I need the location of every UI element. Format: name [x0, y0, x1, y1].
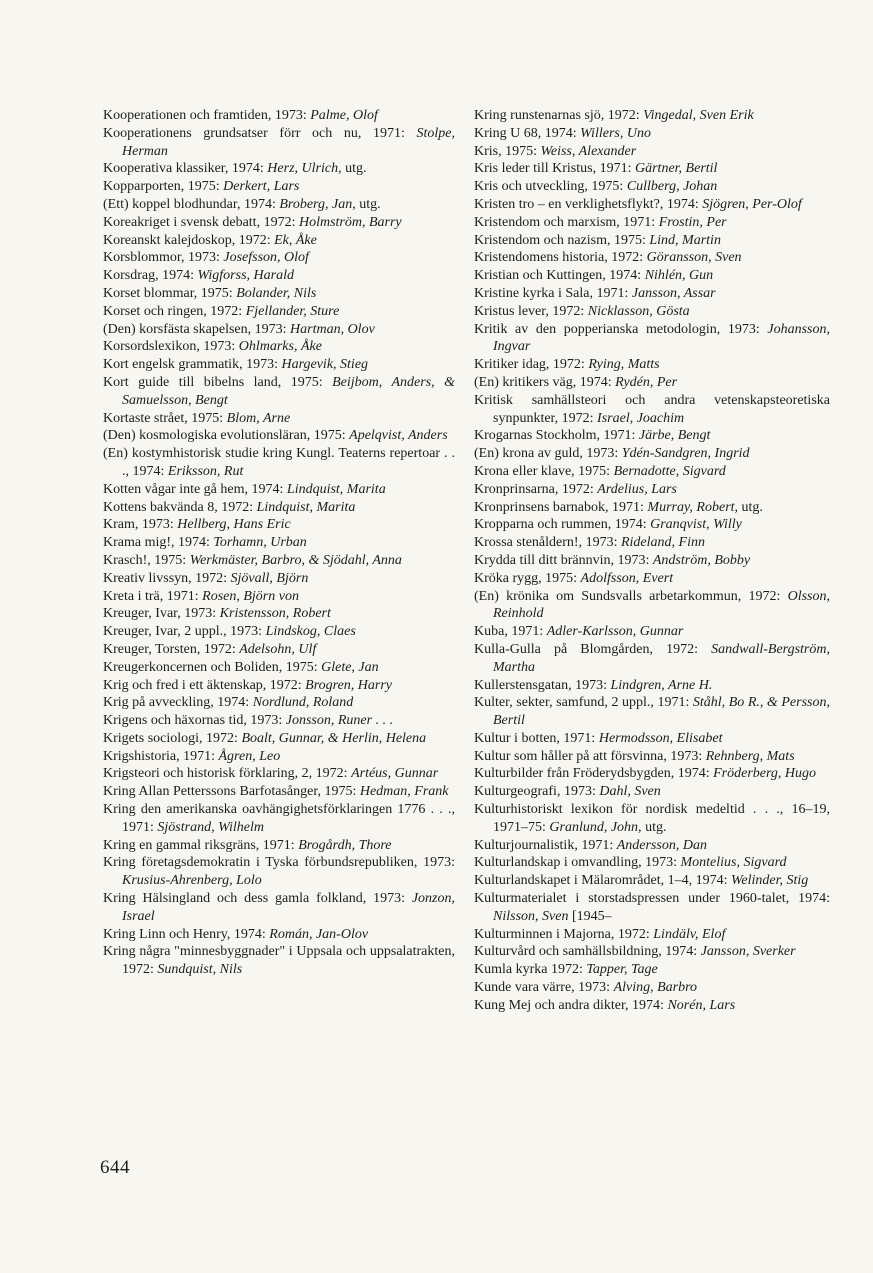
- entry-author: Fröderberg, Hugo: [713, 766, 817, 782]
- entry-suffix: utg.: [641, 819, 667, 835]
- index-entry: [474, 445, 830, 463]
- index-entry: [474, 837, 830, 855]
- index-entry: [103, 677, 455, 695]
- index-entry: [474, 979, 830, 997]
- entry-author: Adelsohn, Ulf: [239, 641, 317, 657]
- entry-author: Jansson, Assar: [631, 285, 716, 301]
- entry-author: Lindgren, Arne H.: [610, 677, 713, 693]
- entry-author: Beijbom, Anders, & Samuelsson, Bengt: [122, 374, 455, 408]
- entry-author: Frostin, Per: [658, 214, 727, 230]
- entry-title: (En) kritikers väg, 1974:: [474, 374, 616, 390]
- index-entry: [474, 499, 830, 517]
- entry-author: Hellberg, Hans Eric: [177, 517, 291, 533]
- index-entry: [474, 232, 830, 250]
- entry-title: Kotten vågar inte gå hem, 1974:: [103, 481, 287, 497]
- entry-title: Kulturhistoriskt lexikon för nordisk medeltid . . ., 16–19, 1971–75:: [474, 802, 830, 835]
- index-entry: [103, 338, 455, 356]
- entry-title: Kreuger, Ivar, 1973:: [103, 606, 220, 622]
- left-column: [103, 107, 455, 979]
- index-entry: [103, 214, 455, 232]
- index-entry: [474, 178, 830, 196]
- index-entry: [103, 748, 455, 766]
- entry-author: Nilsson, Sven: [493, 908, 569, 924]
- index-entry: [474, 641, 830, 677]
- entry-author: Sundquist, Nils: [157, 962, 243, 978]
- index-entry: [103, 765, 455, 783]
- entry-author: Ek, Åke: [274, 232, 317, 248]
- entry-title: Kristendom och marxism, 1971:: [474, 214, 659, 230]
- entry-author: Román, Jan-Olov: [269, 926, 369, 942]
- index-entry: [474, 730, 830, 748]
- entry-title: Kram, 1973:: [103, 517, 178, 533]
- entry-title: Krasch!, 1975:: [103, 552, 190, 568]
- entry-author: Stolpe, Herman: [122, 125, 455, 159]
- entry-author: Bolander, Nils: [236, 285, 317, 301]
- entry-author: Olsson, Reinhold: [493, 588, 830, 622]
- index-entry: [103, 712, 455, 730]
- entry-author: Alving, Barbro: [613, 980, 698, 996]
- index-entry: [474, 249, 830, 267]
- entry-suffix: [1945–: [568, 908, 612, 924]
- entry-title: Kulturgeografi, 1973:: [474, 784, 600, 800]
- index-entry: [474, 427, 830, 445]
- entry-title: Kort guide till bibelns land, 1975:: [103, 374, 333, 390]
- right-column: [474, 107, 830, 1015]
- index-entry: [103, 659, 455, 677]
- entry-title: Kronprinsarna, 1972:: [474, 481, 598, 497]
- entry-author: Werkmäster, Barbro, & Sjödahl, Anna: [189, 552, 402, 568]
- entry-title: Krama mig!, 1974:: [103, 535, 214, 551]
- index-entry: [474, 214, 830, 232]
- entry-title: Kring Allan Petterssons Barfotasånger, 1975:: [103, 784, 360, 800]
- entry-title: Kring Hälsingland och dess gamla folkland, 1973:: [103, 891, 412, 907]
- entry-title: Kulturvård och samhällsbildning, 1974:: [474, 944, 701, 960]
- index-entry: [103, 890, 455, 926]
- index-entry: [103, 321, 455, 339]
- entry-title: Kultur som håller på att försvinna, 1973:: [474, 748, 706, 764]
- entry-title: Kring företagsdemokratin i Tyska förbundsrepubliken, 1973:: [103, 855, 455, 871]
- entry-title: Krydda till ditt brännvin, 1973:: [474, 552, 653, 568]
- entry-title: Kullerstensgatan, 1973:: [474, 677, 611, 693]
- entry-title: Kulturjournalistik, 1971:: [474, 837, 617, 853]
- entry-author: Jonzon, Israel: [122, 891, 455, 924]
- entry-title: Kumla kyrka 1972:: [474, 962, 587, 978]
- entry-title: Krossa stenåldern!, 1973:: [474, 535, 621, 551]
- entry-title: Kulturminnen i Majorna, 1972:: [474, 926, 654, 942]
- entry-author: Johansson, Ingvar: [493, 321, 830, 355]
- index-entry: [103, 427, 455, 445]
- entry-author: Gärtner, Bertil: [635, 161, 718, 177]
- index-entry: [474, 872, 830, 890]
- entry-author: Krusius-Ahrenberg, Lolo: [122, 873, 262, 889]
- entry-title: (En) krönika om Sundsvalls arbetarkommun, 1972:: [474, 588, 788, 604]
- entry-author: Adler-Karlsson, Gunnar: [546, 624, 684, 640]
- entry-title: Kulturbilder från Fröderydsbygden, 1974:: [474, 766, 714, 782]
- entry-author: Brogren, Harry: [305, 677, 393, 693]
- index-entry: [474, 392, 830, 428]
- entry-author: Wigforss, Harald: [197, 268, 294, 284]
- entry-author: Willers, Uno: [580, 125, 651, 141]
- entry-author: Sjögren, Per-Olof: [702, 196, 802, 212]
- entry-author: Hedman, Frank: [359, 784, 449, 800]
- entry-author: Cullberg, Johan: [626, 179, 718, 195]
- entry-author: Andersson, Dan: [616, 837, 707, 853]
- index-entry: [103, 552, 455, 570]
- entry-author: Palme, Olof: [310, 108, 378, 123]
- index-entry: [103, 730, 455, 748]
- entry-author: Nordlund, Roland: [252, 695, 354, 711]
- index-entry: [474, 997, 830, 1015]
- index-entry: [103, 605, 455, 623]
- index-entry: [474, 765, 830, 783]
- index-entry: [474, 267, 830, 285]
- entry-author: Glete, Jan: [321, 659, 379, 675]
- index-entry: [474, 748, 830, 766]
- entry-author: Josefsson, Olof: [223, 250, 309, 266]
- index-entry: [103, 570, 455, 588]
- entry-author: Eriksson, Rut: [167, 463, 244, 479]
- index-entry: [103, 303, 455, 321]
- entry-author: Rehnberg, Mats: [705, 748, 795, 764]
- entry-title: Kulla-Gulla på Blomgården, 1972:: [474, 641, 712, 657]
- index-entry: [103, 285, 455, 303]
- index-entry: [103, 196, 455, 214]
- entry-title: Kristus lever, 1972:: [474, 303, 588, 319]
- index-entry: [103, 943, 455, 979]
- entry-author: Tapper, Tage: [586, 962, 658, 978]
- entry-title: Kooperationens grundsatser förr och nu, 1971:: [103, 125, 417, 141]
- index-entry: [103, 516, 455, 534]
- index-entry: [474, 783, 830, 801]
- entry-author: Rydén, Per: [615, 374, 678, 390]
- entry-title: Korset och ringen, 1972:: [103, 303, 246, 319]
- index-entry: [103, 783, 455, 801]
- index-entry: [103, 588, 455, 606]
- entry-title: Kottens bakvända 8, 1972:: [103, 499, 257, 515]
- entry-author: Broberg, Jan,: [279, 196, 356, 212]
- entry-title: Kristendomens historia, 1972:: [474, 250, 647, 266]
- index-entry: [103, 267, 455, 285]
- entry-author: Lindquist, Marita: [256, 499, 356, 515]
- entry-author: Norén, Lars: [667, 997, 736, 1013]
- entry-author: Apelqvist, Anders: [349, 428, 448, 444]
- index-entry: [474, 107, 830, 125]
- entry-title: Koreanskt kalejdoskop, 1972:: [103, 232, 275, 248]
- entry-title: Korsdrag, 1974:: [103, 268, 198, 284]
- entry-title: (En) krona av guld, 1973:: [474, 446, 622, 462]
- entry-title: Kreuger, Torsten, 1972:: [103, 641, 240, 657]
- index-entry: [474, 516, 830, 534]
- entry-title: Krigens och häxornas tid, 1973:: [103, 713, 286, 729]
- index-entry: [474, 374, 830, 392]
- entry-title: Kort engelsk grammatik, 1973:: [103, 357, 282, 373]
- entry-title: Kritiker idag, 1972:: [474, 357, 589, 373]
- index-entry: [474, 285, 830, 303]
- entry-title: Kris och utveckling, 1975:: [474, 179, 627, 195]
- index-entry: [103, 125, 455, 161]
- entry-title: Kooperationen och framtiden, 1973:: [103, 108, 311, 123]
- page-number: 644: [100, 1157, 130, 1178]
- entry-title: Kritik av den popperianska metodologin, 1973:: [474, 321, 768, 337]
- index-entry: [474, 321, 830, 357]
- entry-title: Kring runstenarnas sjö, 1972:: [474, 108, 644, 123]
- entry-title: (Den) kosmologiska evolutionsläran, 1975:: [103, 428, 350, 444]
- entry-author: Lindskog, Claes: [265, 624, 356, 640]
- entry-author: Bernadotte, Sigvard: [613, 463, 726, 479]
- entry-title: Krigsteori och historisk förklaring, 2, 1972:: [103, 766, 352, 782]
- entry-author: Lind, Martin: [649, 232, 721, 248]
- entry-author: Hartman, Olov: [290, 321, 375, 337]
- entry-title: Kreugerkoncernen och Boliden, 1975:: [103, 659, 322, 675]
- entry-title: Kris, 1975:: [474, 143, 541, 159]
- entry-title: Kring några "minnesbyggnader" i Uppsala och uppsalatrakten, 1972:: [103, 944, 455, 978]
- entry-author: Boalt, Gunnar, & Herlin, Helena: [241, 730, 427, 746]
- index-entry: [103, 356, 455, 374]
- entry-author: Artéus, Gunnar: [351, 766, 439, 782]
- entry-title: Kunde vara värre, 1973:: [474, 980, 614, 996]
- entry-title: Kritisk samhällsteori och andra vetenskapsteoretiska synpunkter, 1972:: [474, 392, 830, 426]
- entry-author: Sandwall-Bergström, Martha: [493, 641, 830, 675]
- entry-author: Murray, Robert,: [647, 499, 739, 515]
- entry-author: Vingedal, Sven Erik: [643, 108, 754, 123]
- entry-title: Kulter, sekter, samfund, 2 uppl., 1971:: [474, 695, 693, 711]
- entry-author: Göransson, Sven: [646, 250, 742, 266]
- entry-author: Lindälv, Elof: [653, 926, 726, 942]
- entry-title: Korset blommar, 1975:: [103, 285, 237, 301]
- entry-title: (En) kostymhistorisk studie kring Kungl. Teaterns repertoar . . ., 1974:: [103, 446, 455, 479]
- entry-author: Adolfsson, Evert: [580, 570, 674, 586]
- entry-title: Kulturlandskapet i Mälarområdet, 1–4, 1974:: [474, 873, 731, 889]
- index-entry: [474, 694, 830, 730]
- index-entry: [103, 107, 455, 125]
- entry-author: Sjöstrand, Wilhelm: [157, 819, 264, 835]
- index-entry: [103, 854, 455, 890]
- index-entry: [474, 570, 830, 588]
- entry-author: Fjellander, Sture: [245, 303, 340, 319]
- index-entry: [103, 178, 455, 196]
- index-entry: [103, 499, 455, 517]
- entry-title: Kristendom och nazism, 1975:: [474, 232, 650, 248]
- index-entry: [103, 837, 455, 855]
- entry-title: (Ett) koppel blodhundar, 1974:: [103, 196, 280, 212]
- index-entry: [474, 926, 830, 944]
- entry-author: Andström, Bobby: [652, 552, 751, 568]
- entry-title: Krigets sociologi, 1972:: [103, 730, 242, 746]
- entry-title: Krona eller klave, 1975:: [474, 463, 614, 479]
- index-entry: [474, 854, 830, 872]
- entry-title: Kring Linn och Henry, 1974:: [103, 926, 270, 942]
- index-entry: [103, 926, 455, 944]
- index-entry: [474, 534, 830, 552]
- entry-author: Dahl, Sven: [599, 784, 661, 800]
- entry-author: Ståhl, Bo R., & Persson, Bertil: [493, 695, 830, 729]
- entry-author: Granqvist, Willy: [650, 517, 742, 533]
- entry-title: Korsordslexikon, 1973:: [103, 339, 239, 355]
- entry-title: Krig och fred i ett äktenskap, 1972:: [103, 677, 306, 693]
- entry-title: Kulturlandskap i omvandling, 1973:: [474, 855, 681, 871]
- index-entry: [474, 356, 830, 374]
- entry-title: Kronprinsens barnabok, 1971:: [474, 499, 648, 515]
- index-entry: [474, 801, 830, 837]
- entry-title: Kröka rygg, 1975:: [474, 570, 581, 586]
- entry-author: Ågren, Leo: [218, 748, 281, 764]
- index-entry: [103, 534, 455, 552]
- index-entry: [103, 641, 455, 659]
- entry-title: Koreakriget i svensk debatt, 1972:: [103, 214, 299, 230]
- entry-title: Krogarnas Stockholm, 1971:: [474, 428, 639, 444]
- entry-author: Weiss, Alexander: [540, 143, 637, 159]
- entry-title: Kuba, 1971:: [474, 624, 547, 640]
- index-entry: [103, 694, 455, 712]
- entry-title: Kring en gammal riksgräns, 1971:: [103, 837, 299, 853]
- index-entry: [474, 677, 830, 695]
- entry-author: Rideland, Finn: [620, 535, 705, 551]
- entry-title: Kring U 68, 1974:: [474, 125, 581, 141]
- entry-title: Kropparna och rummen, 1974:: [474, 517, 651, 533]
- entry-title: Krigshistoria, 1971:: [103, 748, 219, 764]
- entry-author: Nicklasson, Gösta: [587, 303, 690, 319]
- entry-title: Krig på avveckling, 1974:: [103, 695, 253, 711]
- index-entry: [474, 623, 830, 641]
- entry-suffix: utg.: [355, 196, 381, 212]
- entry-author: Rosen, Björn von: [202, 588, 299, 604]
- entry-author: Granlund, John,: [549, 819, 642, 835]
- entry-title: Kreta i trä, 1971:: [103, 588, 203, 604]
- entry-title: Kortaste strået, 1975:: [103, 410, 227, 426]
- entry-author: Holmström, Barry: [298, 214, 402, 230]
- index-entry: [474, 481, 830, 499]
- entry-title: Kooperativa klassiker, 1974:: [103, 161, 268, 177]
- entry-author: Brogårdh, Thore: [298, 837, 392, 853]
- index-entry: [474, 160, 830, 178]
- index-entry: [474, 125, 830, 143]
- entry-suffix: utg.: [341, 161, 367, 177]
- index-entry: [103, 160, 455, 178]
- entry-author: Herz, Ulrich,: [267, 161, 342, 177]
- entry-title: Kultur i botten, 1971:: [474, 730, 599, 746]
- entry-author: Welinder, Stig: [731, 873, 809, 889]
- index-entry: [474, 890, 830, 926]
- entry-author: Kristensson, Robert: [219, 606, 331, 622]
- entry-author: Rying, Matts: [588, 357, 660, 373]
- entry-title: Kulturmaterialet i storstadspressen under 1960-talet, 1974:: [474, 891, 830, 907]
- entry-title: (Den) korsfästa skapelsen, 1973:: [103, 321, 291, 337]
- entry-author: Derkert, Lars: [223, 179, 300, 195]
- entry-title: Kristine kyrka i Sala, 1971:: [474, 285, 632, 301]
- index-entry: [103, 445, 455, 481]
- index-entry: [474, 303, 830, 321]
- entry-title: Kristian och Kuttingen, 1974:: [474, 268, 645, 284]
- entry-author: Montelius, Sigvard: [680, 855, 787, 871]
- index-entry: [103, 410, 455, 428]
- entry-title: Kopparporten, 1975:: [103, 179, 224, 195]
- entry-title: Kris leder till Kristus, 1971:: [474, 161, 635, 177]
- index-entry: [474, 588, 830, 624]
- entry-author: Blom, Arne: [226, 410, 291, 426]
- index-entry: [474, 552, 830, 570]
- index-entry: [103, 481, 455, 499]
- entry-author: Torhamn, Urban: [213, 535, 307, 551]
- index-entry: [474, 961, 830, 979]
- index-entry: [103, 801, 455, 837]
- index-entry: [103, 374, 455, 410]
- entry-author: Lindquist, Marita: [286, 481, 386, 497]
- entry-author: Sjövall, Björn: [230, 570, 309, 586]
- entry-title: Kreuger, Ivar, 2 uppl., 1973:: [103, 624, 266, 640]
- index-entry: [474, 943, 830, 961]
- entry-author: Hermodsson, Elisabet: [598, 730, 723, 746]
- entry-title: Korsblommor, 1973:: [103, 250, 224, 266]
- index-entry: [103, 249, 455, 267]
- entry-title: Kreativ livssyn, 1972:: [103, 570, 231, 586]
- index-entry: [103, 232, 455, 250]
- entry-author: Jonsson, Runer . . .: [285, 713, 394, 729]
- index-entry: [474, 463, 830, 481]
- entry-author: Nihlén, Gun: [644, 268, 714, 284]
- entry-title: Kring den amerikanska oavhängighetsförklaringen 1776 . . ., 1971:: [103, 802, 455, 835]
- index-entry: [474, 143, 830, 161]
- entry-author: Israel, Joachim: [597, 410, 685, 426]
- entry-suffix: utg.: [738, 499, 763, 515]
- entry-author: Ydén-Sandgren, Ingrid: [621, 446, 750, 462]
- entry-author: Ardelius, Lars: [597, 481, 677, 497]
- entry-title: Kristen tro – en verklighetsflykt?, 1974:: [474, 196, 703, 212]
- entry-author: Hargevik, Stieg: [281, 357, 369, 373]
- index-entry: [474, 196, 830, 214]
- entry-author: Ohlmarks, Åke: [238, 339, 322, 355]
- entry-author: Järbe, Bengt: [638, 428, 711, 444]
- entry-author: Jansson, Sverker: [700, 944, 796, 960]
- index-entry: [103, 623, 455, 641]
- entry-title: Kung Mej och andra dikter, 1974:: [474, 997, 668, 1013]
